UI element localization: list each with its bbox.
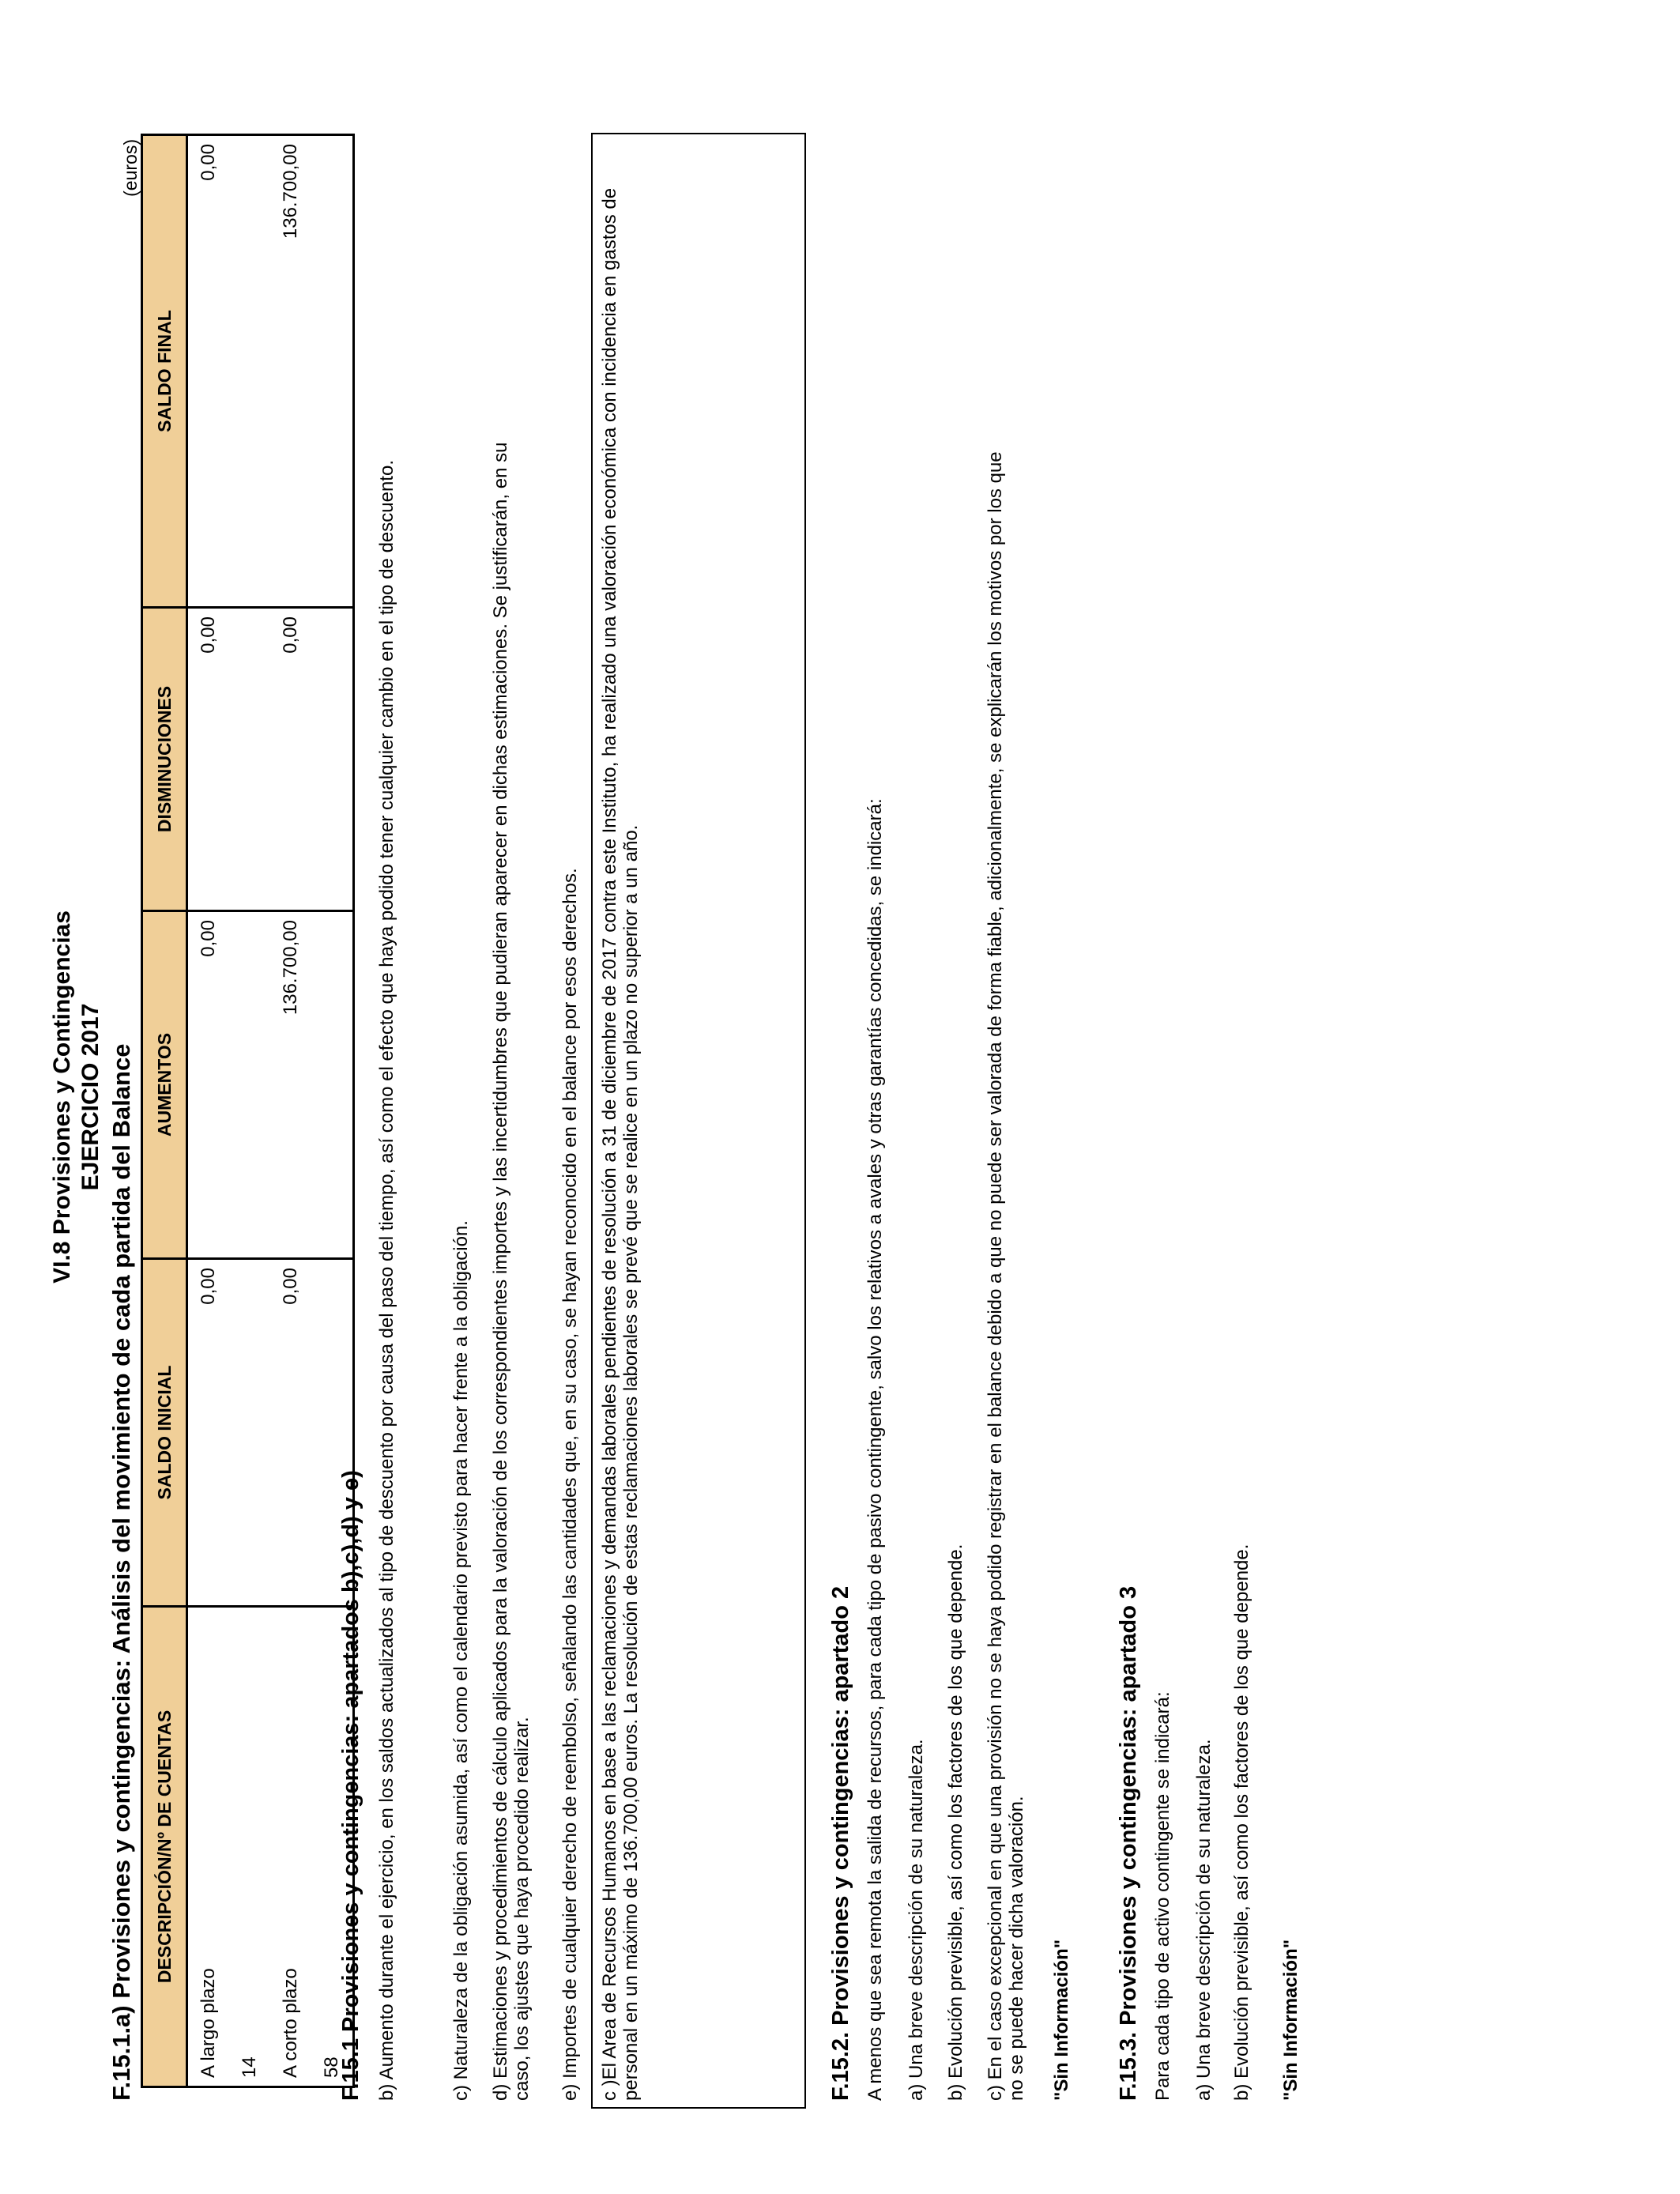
table-heading: F.15.1.a) Provisiones y contingencias: Análisis del movimiento de cada partida del Balance <box>107 1043 135 2101</box>
column-header-disminuciones: DISMINUCIONES <box>142 608 187 911</box>
section-1-item-d: d) Estimaciones y procedimientos de cálculo aplicados para la valoración de los correspondientes importes y las incertidumbres que pudieran aparecer en dichas estimaciones. Se justificarán, en su caso, los ajustes que haya procedido realizar. <box>490 442 533 2101</box>
cell-disminuciones: 0,00 <box>187 608 230 911</box>
section-1-title: F.15.1 Provisiones y contingencias: apartados b),c),d) y e) <box>338 1470 363 2101</box>
cell-saldo-inicial <box>229 1259 270 1607</box>
section-3-item-b: b) Evolución previsible, así como los factores de los que depende. <box>1231 1544 1252 2101</box>
cell-disminuciones <box>311 608 354 911</box>
section-1-item-e: e) Importes de cualquier derecho de reembolso, señalando las cantidades que, en su caso, se hayan reconocido en el balance por esos derechos. <box>559 868 581 2101</box>
cell-aumentos: 0,00 <box>187 911 230 1259</box>
column-header-saldo-final: SALDO FINAL <box>142 135 187 608</box>
section-1-item-b: b) Aumento durante el ejercicio, en los saldos actualizados al tipo de descuento por causa del paso del tiempo, así como el efecto que haya podido tener cualquier cambio en el tipo de descuento. <box>376 460 397 2101</box>
table-row <box>270 135 311 2087</box>
section-2-intro: A menos que sea remota la salida de recursos, para cada tipo de pasivo contingente, salvo los relativos a avales y otras garantías concedidas, se indicará: <box>864 798 886 2101</box>
cell-description: A largo plazo <box>187 1607 230 2087</box>
section-3-title: F.15.3. Provisiones y contingencias: apartado 3 <box>1116 1585 1141 2101</box>
section-3-no-info: "Sin Información" <box>1280 1939 1301 2101</box>
column-header-saldo-inicial: SALDO INICIAL <box>142 1259 187 1607</box>
cell-saldo-inicial: 0,00 <box>187 1259 230 1607</box>
cell-saldo-inicial: 0,00 <box>270 1259 311 1607</box>
cell-description: A corto plazo <box>270 1607 311 2087</box>
cell-aumentos <box>229 911 270 1259</box>
table-header-row <box>142 135 187 2087</box>
table-row <box>187 135 230 2087</box>
section-2-title: F.15.2. Provisiones y contingencias: apartado 2 <box>828 1585 853 2101</box>
section-2-item-b: b) Evolución previsible, así como los factores de los que depende. <box>945 1544 966 2101</box>
cell-aumentos <box>311 911 354 1259</box>
exercise-year: EJERCICIO 2017 <box>77 1003 104 1191</box>
units-label: (euros) <box>120 139 141 197</box>
cell-disminuciones: 0,00 <box>270 608 311 911</box>
cell-disminuciones <box>229 608 270 911</box>
response-text: c )El Area de Recursos Humanos en base a las reclamaciones y demandas laborales pendientes de resolución a 31 de diciembre de 2017 contra este Instituto, ha realizado una valoración económica con incidencia en gastos de personal en un máximo de 136.700,00 euros. La resolución de estas reclamaciones laborales se prevé que se realice en un plazo no superior a un año. <box>599 187 642 2101</box>
cell-description: 14 <box>229 1607 270 2087</box>
section-3-intro: Para cada tipo de activo contingente se indicará: <box>1152 1691 1173 2101</box>
column-header-aumentos: AUMENTOS <box>142 911 187 1259</box>
cell-saldo-final <box>311 135 354 608</box>
section-3-item-a: a) Una breve descripción de su naturaleza. <box>1193 1739 1215 2101</box>
cell-saldo-final: 136.700,00 <box>270 135 311 608</box>
cell-description: 58 <box>311 1607 354 2087</box>
table-row <box>229 135 270 2087</box>
cell-saldo-final <box>229 135 270 608</box>
column-header-description: DESCRIPCIÓN/Nº DE CUENTAS <box>142 1607 187 2087</box>
movement-table <box>141 134 355 2088</box>
section-2-item-a: a) Una breve descripción de su naturaleza. <box>906 1739 927 2101</box>
cell-aumentos: 136.700,00 <box>270 911 311 1259</box>
response-box <box>591 133 806 2109</box>
section-2-no-info: "Sin Información" <box>1051 1939 1072 2101</box>
page-title: VI.8 Provisiones y Contingencias <box>49 910 75 1284</box>
cell-saldo-final: 0,00 <box>187 135 230 608</box>
section-1-item-c: c) Naturaleza de la obligación asumida, así como el calendario previsto para hacer frente a la obligación. <box>450 1220 472 2101</box>
section-2-item-c: c) En el caso excepcional en que una provisión no se haya podido registrar en el balance debido a que no puede ser valorada de forma fiable, adicionalmente, se explicarán los motivos por los que no se puede hacer dicha valoración. <box>985 451 1027 2101</box>
